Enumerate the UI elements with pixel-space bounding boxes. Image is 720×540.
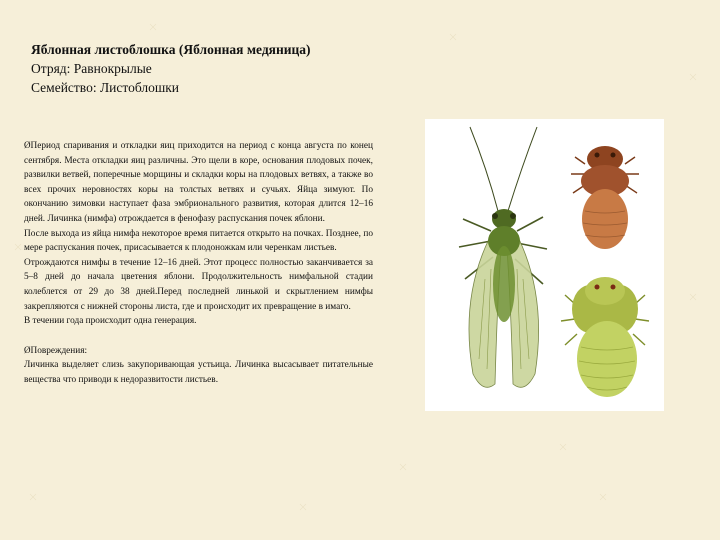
page-title: Яблонная листоблошка (Яблонная медяница)	[31, 42, 311, 57]
paragraph-life-cycle	[24, 138, 373, 227]
paragraph-nymph-development: Отрождаются нимфы в течение 12–16 дней. Этот процесс полностью заканчивается за 5–8 дней до начала цветения яблони. Продолжительность нимфальной стадии колеблется от 29 до 38 дней.Перед последней линькой и скрытлением нимфы закрепляются с нижней стороны листа, где и происходит их превращение в имаго.	[24, 257, 373, 312]
brown-nymph-image	[571, 146, 639, 249]
damage-heading	[24, 343, 373, 359]
body-text	[24, 138, 373, 388]
adult-psyllid-image	[459, 127, 547, 387]
green-nymph-image	[561, 277, 649, 397]
family-line: Семейство: Листоблошки	[31, 80, 180, 95]
damage-heading-text: Повреждения:	[30, 345, 88, 356]
paragraph-generation: В течении года происходит одна генерация.	[24, 316, 197, 327]
paragraph-text: Период спаривания и откладки яиц приходится на период с конца августа по конец сентября. Места откладки яиц различны. Это щели в коре, основания плодовых почек, развилки ветвей, поперечные морщины и складки коры на плодовых ветвях, а также во всех прочих неровностях коры на толстых ветвях и сучьях. Яйца зимуют. По окончанию зимовки наступает фаза эмбрионального развития, которая длится 12–16 дней. Личинка (нимфа) отрождается в фенофазу распускания почек яблони.	[24, 141, 373, 224]
order-line: Отряд: Равнокрылые	[31, 61, 152, 76]
title-block	[31, 40, 391, 97]
damage-text: Личинка выделяет слизь закупоривающая устьица. Личинка высасывает питательные вещества что приводи к недоразвитости листьев.	[24, 360, 373, 385]
insect-illustration	[425, 119, 664, 411]
paragraph-nymph-feeding: После выхода из яйца нимфа некоторое время питается открыто на почках. Позднее, по мере распускания почек, присасывается к плодоножкам или черенкам листьев.	[24, 228, 373, 254]
